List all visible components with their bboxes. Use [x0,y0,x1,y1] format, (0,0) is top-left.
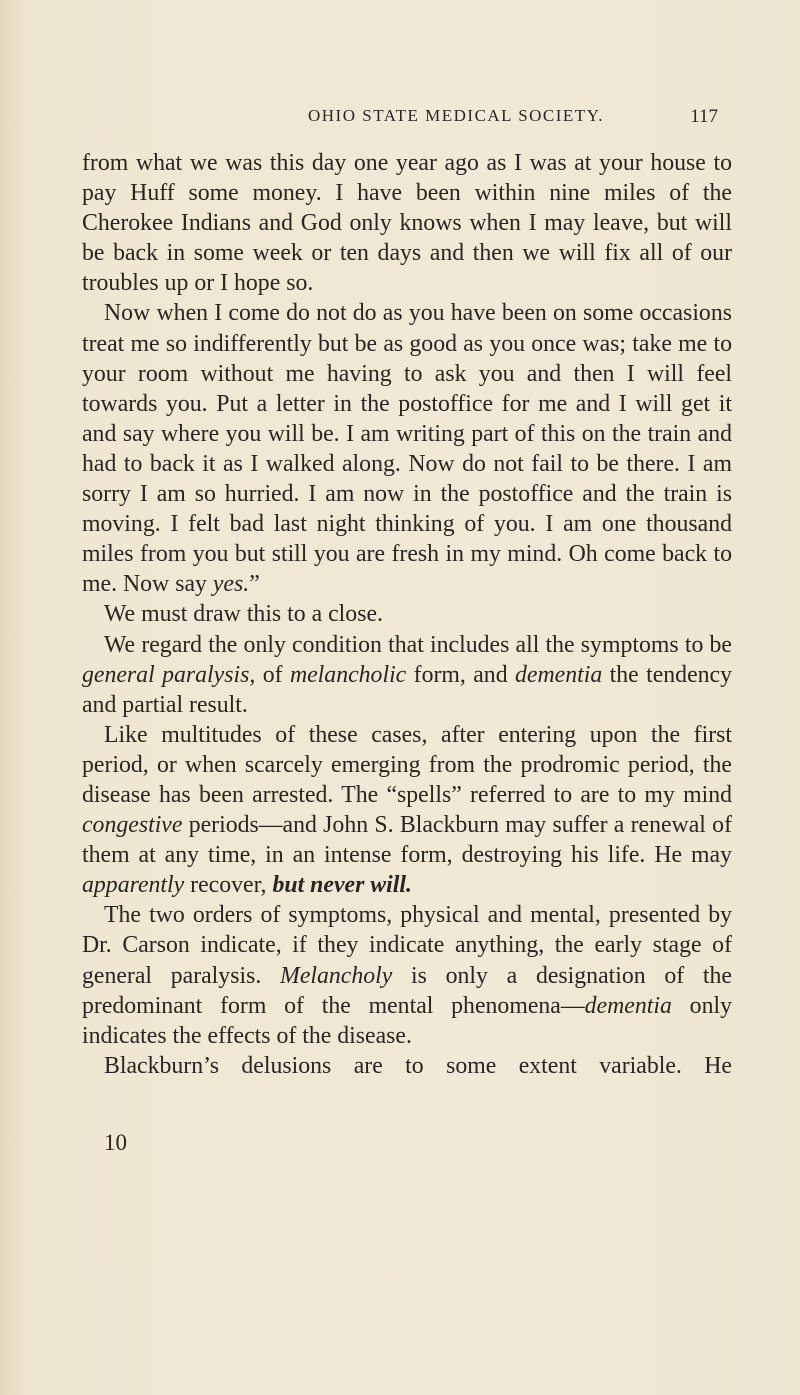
text-run: congestive [82,812,183,839]
text-run: form, and [406,661,515,688]
text-run: We must draw this to a close. [104,601,383,628]
text-run: Melancholy [280,962,393,989]
text-run: apparently [82,872,185,899]
text-run: dementia [515,661,603,688]
text-run: Now when I come do not do as you have been on some occasions treat me so indifferently but be as good as you once was; take me to your room without me having to ask you and then I will feel towards you. Put a letter in the postoffice for me and I will get it and say where you will be. I am writing part of this on the train and had to back it as I walked along. Now do not fail to be there. I am sorry I am so hurried. I am now in the postoffice and the train is moving. I felt bad last night thinking of you. I am one thousand miles from you but still you are fresh in my mind. Oh come back to me. Now say [82,300,732,598]
body-text [82,148,732,1081]
text-run: yes. [212,571,250,598]
text-run: only indicates the effects of the disease. [82,992,732,1049]
text-run: melancholic [289,661,407,688]
text-run: general paralysis, [82,661,256,688]
paragraph [82,720,732,901]
text-run: is only a designation of the predominant form of the mental phenomena— [82,962,732,1019]
paragraph [82,599,732,629]
text-run: ” [249,571,260,598]
text-run: Blackburn’s delusions are to some extent variable. He [104,1052,732,1079]
text-run: We regard the only condition that includes all the symptoms to be [104,631,732,658]
page-number: 117 [690,106,718,127]
printer-signature-mark: 10 [104,1130,127,1155]
text-run: dementia [584,992,672,1019]
running-title: OHIO STATE MEDICAL SOCIETY. [308,106,605,125]
paragraph [82,148,732,298]
text-run: but never will. [272,872,412,899]
paragraph [82,298,732,599]
paragraph [82,630,732,720]
text-run: Like multitudes of these cases, after entering upon the first period, or when scarcely emerging from the prodromic period, the disease has been arrested. The “spells” referred to are to my mind [82,721,732,808]
text-run: of [255,661,290,688]
text-run: the tendency and partial result. [82,661,732,718]
paragraph [82,1051,732,1081]
text-run: periods—and John S. Blackburn may suffer a renewal of them at any time, in an intense form, destroying his life. He may [82,812,732,869]
text-run: The two orders of symptoms, physical and mental, presented by Dr. Carson indicate, if they indicate anything, the early stage of general paralysis. [82,902,732,989]
paragraph [82,900,732,1050]
text-run: from what we was this day one year ago as I was at your house to pay Huff some money. I have been within nine miles of the Cherokee Indians and God only knows when I may leave, but will be back in some week or ten days and then we will fix all of our troubles up or I hope so. [82,150,732,297]
text-run: recover, [184,872,273,899]
running-header [308,106,718,136]
